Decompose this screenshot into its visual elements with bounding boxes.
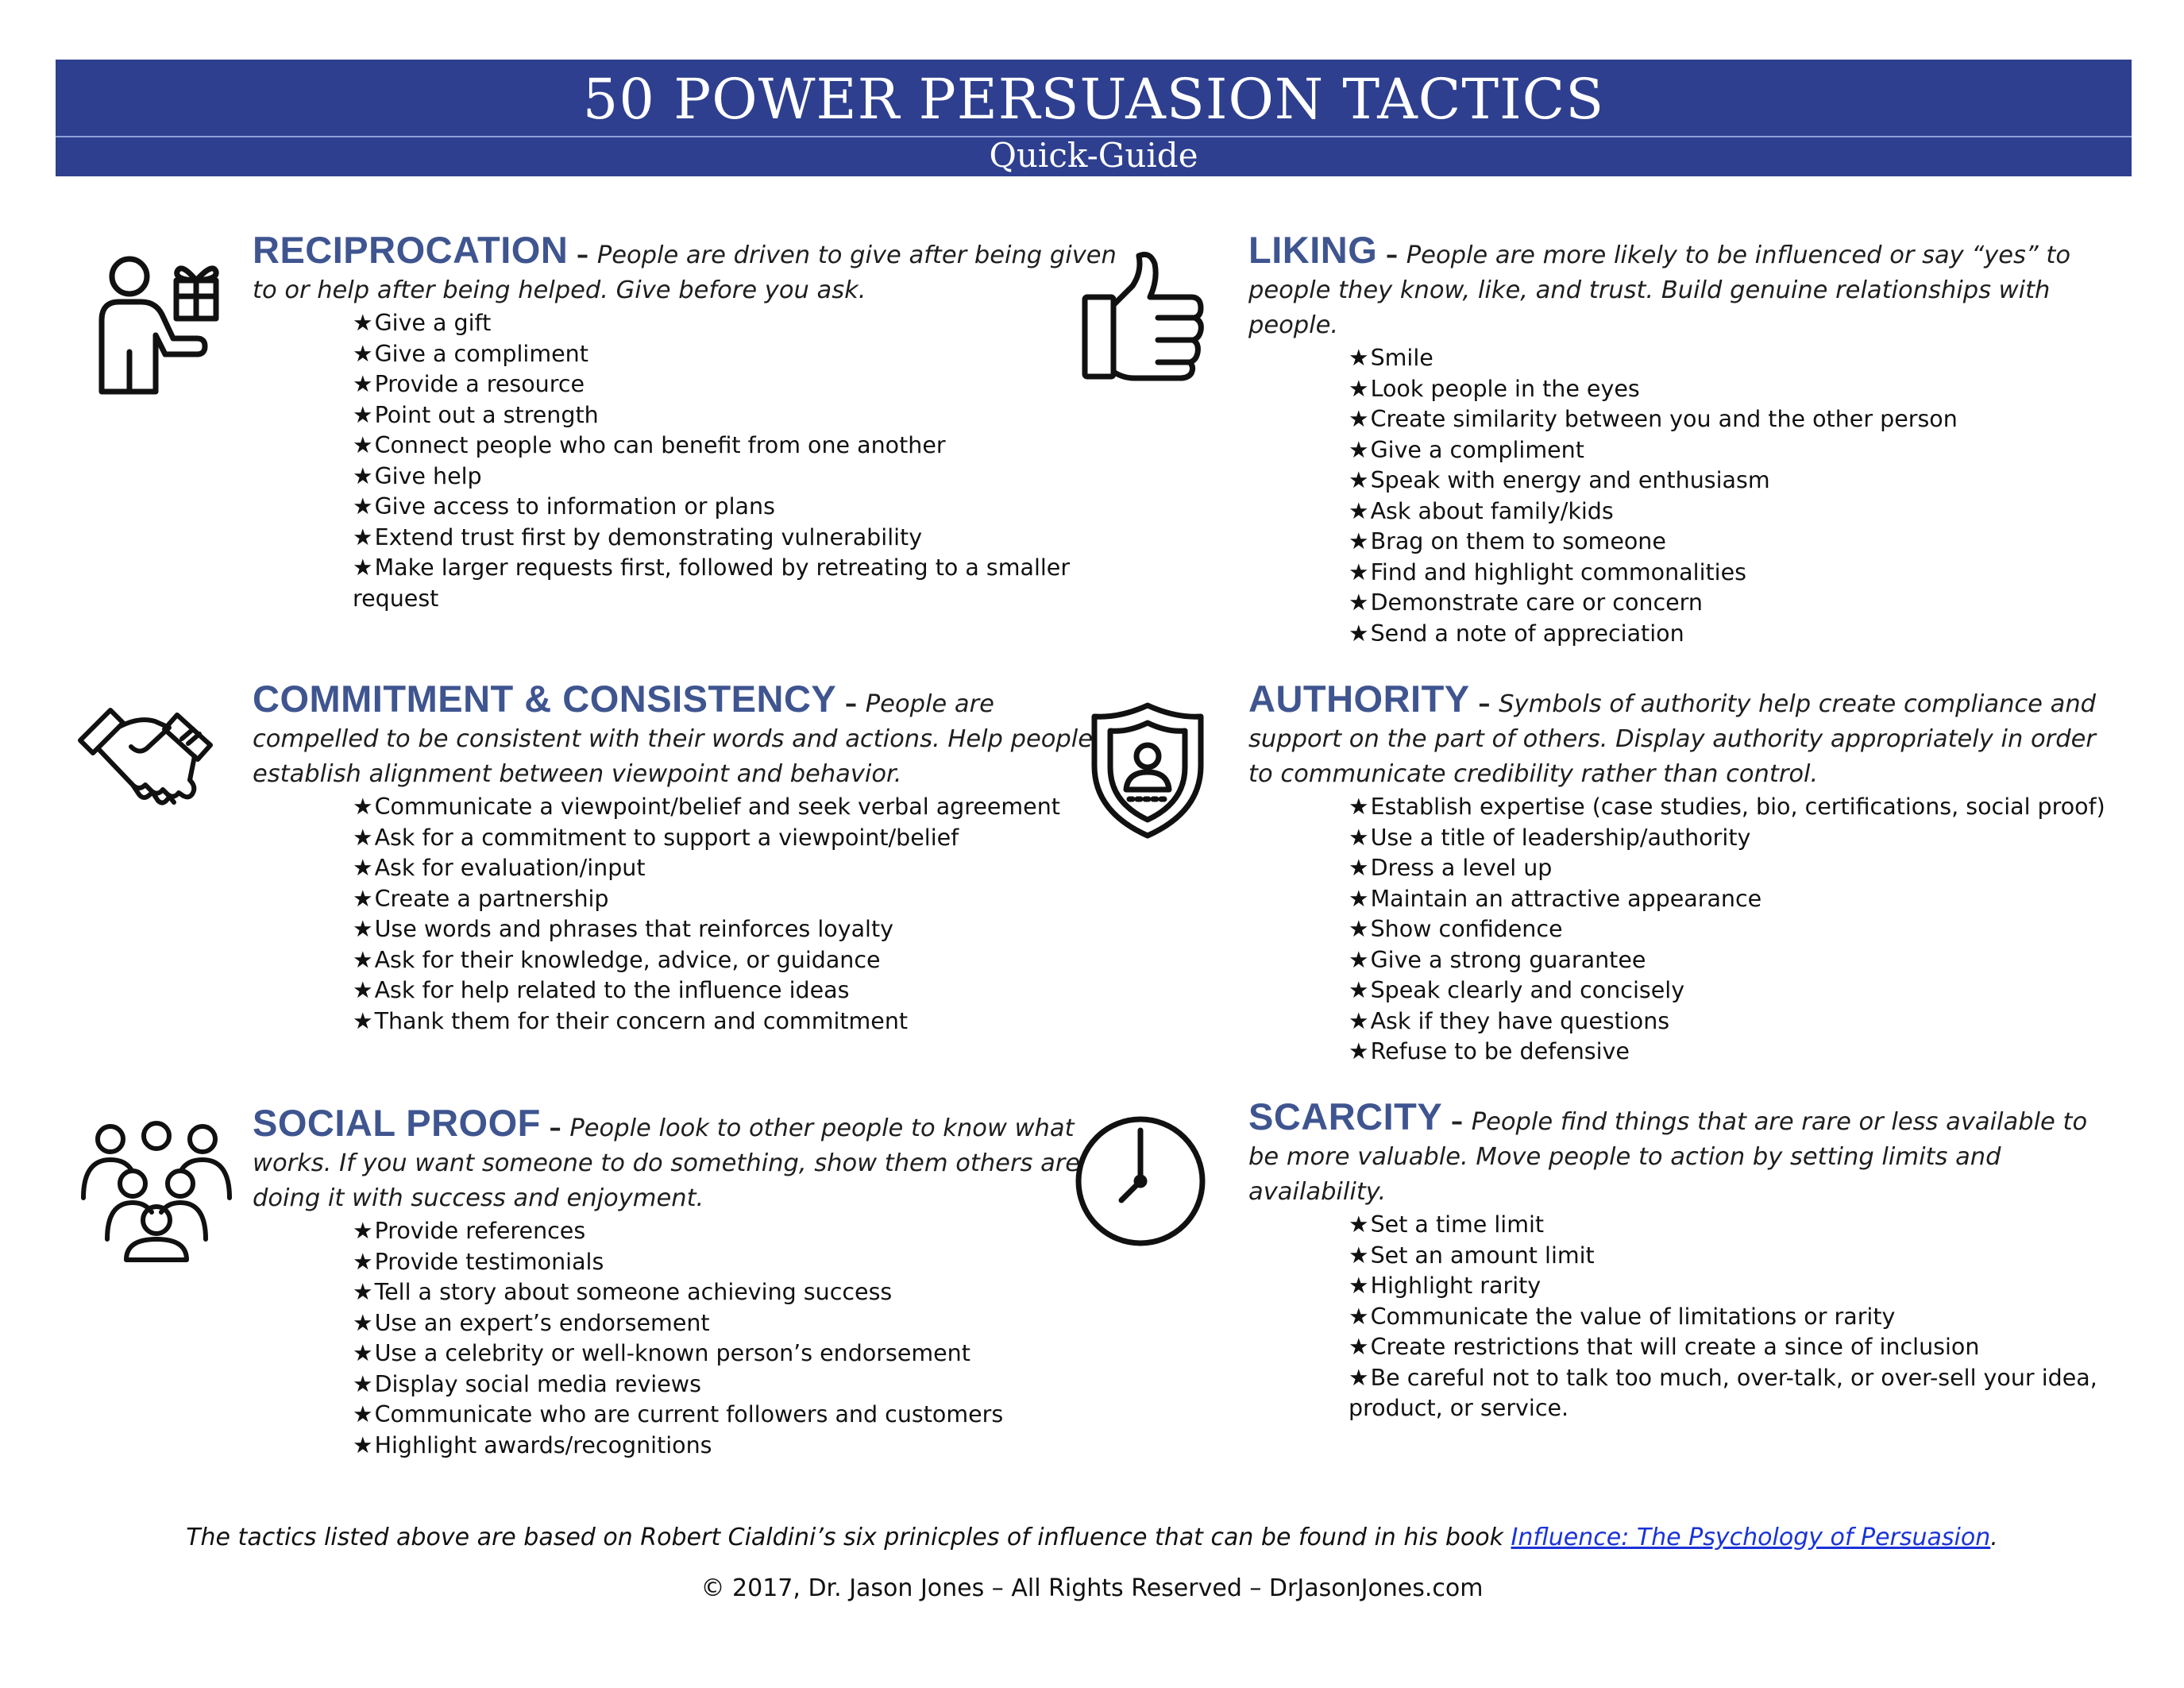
tactic-text: Speak clearly and concisely	[1370, 977, 1685, 1003]
star-icon: ★	[353, 855, 373, 881]
section-heading: COMMITMENT & CONSISTENCY	[253, 678, 837, 720]
tactic-text: Dress a level up	[1370, 855, 1553, 881]
star-icon: ★	[353, 310, 373, 336]
section-heading: LIKING	[1248, 229, 1378, 271]
star-icon: ★	[1349, 558, 1369, 585]
tactic-item	[1349, 945, 2114, 976]
tactic-item	[353, 884, 1118, 915]
star-icon: ★	[353, 371, 373, 397]
tactic-text: Refuse to be defensive	[1370, 1038, 1630, 1064]
star-icon: ★	[1349, 345, 1369, 371]
heading-dash: –	[1377, 241, 1406, 269]
tactic-text: Communicate who are current followers and customers	[374, 1401, 1004, 1427]
person-giving-gift-icon	[94, 253, 229, 396]
tactic-text: Look people in the eyes	[1370, 375, 1640, 402]
star-icon: ★	[1349, 436, 1369, 463]
tactic-list	[1248, 1210, 2114, 1424]
tactic-item	[353, 914, 1118, 945]
star-icon: ★	[353, 554, 373, 581]
tactic-list	[253, 792, 1118, 1037]
tactic-text: Ask for their knowledge, advice, or guidance	[374, 946, 881, 973]
tactic-text: Give access to information or plans	[374, 493, 775, 520]
star-icon: ★	[353, 946, 373, 973]
title-banner	[56, 60, 2132, 176]
star-icon: ★	[1349, 589, 1369, 616]
tactic-text: Create restrictions that will create a since of inclusion	[1370, 1334, 1980, 1360]
tactic-item	[353, 1247, 1118, 1278]
tactic-item	[1349, 343, 2114, 374]
tactic-item	[353, 523, 1118, 554]
tactic-item	[1349, 619, 2114, 650]
tactic-list	[1248, 343, 2114, 649]
star-icon: ★	[353, 493, 373, 520]
tactic-text: Ask about family/kids	[1370, 497, 1614, 524]
tactic-text: Highlight awards/recognitions	[374, 1431, 712, 1458]
section-description: People are more likely to be influenced or say “yes” to people they know, like, and trust. Build genuine relationships with people.	[1248, 241, 2071, 339]
tactic-item	[353, 1338, 1118, 1369]
tactic-item	[353, 1400, 1118, 1431]
source-note	[0, 1524, 2184, 1551]
star-icon: ★	[353, 1007, 373, 1034]
star-icon: ★	[1349, 620, 1369, 647]
tactic-text: Give a compliment	[374, 340, 588, 367]
star-icon: ★	[1349, 1303, 1369, 1330]
section-description: People are compelled to be consistent with their words and actions. Help people establish alignment between viewpoint and behavior.	[253, 690, 1093, 788]
tactic-item	[1349, 496, 2114, 527]
star-icon: ★	[353, 462, 373, 489]
tactic-item	[1349, 527, 2114, 558]
star-icon: ★	[353, 523, 373, 550]
star-icon: ★	[353, 916, 373, 942]
star-icon: ★	[1349, 1038, 1369, 1064]
tactic-list	[253, 1216, 1118, 1461]
tactic-item	[353, 823, 1118, 854]
tactic-text: Provide a resource	[374, 371, 585, 397]
star-icon: ★	[1349, 1364, 1369, 1391]
tactic-item	[1349, 1241, 2114, 1272]
star-icon: ★	[1349, 497, 1369, 524]
heading-dash: –	[1442, 1108, 1472, 1136]
star-icon: ★	[353, 794, 373, 820]
star-icon: ★	[1349, 1242, 1369, 1269]
star-icon: ★	[353, 1248, 373, 1275]
tactic-item	[1349, 588, 2114, 619]
tactic-item	[353, 431, 1118, 462]
page-subtitle: Quick-Guide	[56, 136, 2132, 174]
star-icon: ★	[353, 1431, 373, 1458]
tactic-text: Extend trust first by demonstrating vulnerability	[374, 523, 923, 550]
tactic-item	[1349, 914, 2114, 945]
tactic-text: Thank them for their concern and commitment	[374, 1007, 909, 1034]
tactic-item	[353, 1431, 1118, 1462]
handshake-icon	[75, 699, 218, 826]
section-reciprocation	[253, 229, 1118, 614]
tactic-text: Give a compliment	[1370, 436, 1584, 463]
page-title: 50 POWER PERSUASION TACTICS	[582, 67, 1605, 132]
star-icon: ★	[1349, 467, 1369, 493]
tactic-text: Connect people who can benefit from one another	[374, 432, 946, 458]
tactic-item	[353, 792, 1118, 823]
tactic-item	[353, 1308, 1118, 1339]
tactic-text: Find and highlight commonalities	[1370, 558, 1746, 585]
tactic-item	[353, 462, 1118, 492]
source-note-text: The tactics listed above are based on Robert Cialdini’s six prinicples of influence that can be found in his book	[186, 1524, 1511, 1551]
tactic-text: Speak with energy and enthusiasm	[1370, 467, 1770, 493]
tactic-item	[1349, 1363, 2114, 1424]
star-icon: ★	[1349, 977, 1369, 1003]
section-heading: RECIPROCATION	[253, 229, 569, 271]
tactic-list	[1248, 792, 2114, 1068]
star-icon: ★	[353, 1340, 373, 1366]
star-icon: ★	[1349, 406, 1369, 432]
tactic-item	[353, 308, 1118, 339]
star-icon: ★	[1349, 855, 1369, 881]
copyright-line: © 2017, Dr. Jason Jones – All Rights Reserved – DrJasonJones.com	[700, 1574, 1484, 1602]
tactic-item	[1349, 1271, 2114, 1302]
star-icon: ★	[353, 1218, 373, 1244]
tactic-text: Set a time limit	[1370, 1211, 1545, 1238]
star-icon: ★	[353, 1370, 373, 1397]
tactic-text: Smile	[1370, 345, 1433, 371]
tactic-text: Use a title of leadership/authority	[1370, 824, 1751, 851]
section-intro	[1248, 1095, 2114, 1210]
section-liking	[1248, 229, 2114, 649]
tactic-item	[1349, 792, 2114, 823]
star-icon: ★	[353, 340, 373, 367]
star-icon: ★	[353, 824, 373, 851]
tactic-text: Ask if they have questions	[1370, 1007, 1670, 1034]
tactic-item	[353, 1369, 1118, 1400]
star-icon: ★	[1349, 824, 1369, 851]
tactic-item	[353, 553, 1118, 614]
book-link[interactable]: Influence: The Psychology of Persuasion	[1511, 1524, 1991, 1551]
section-description: People look to other people to know what works. If you want someone to do something, show them others are doing it with success and enjoyment.	[253, 1114, 1081, 1212]
tactic-item	[1349, 853, 2114, 884]
section-intro	[1248, 678, 2114, 792]
star-icon: ★	[353, 1401, 373, 1427]
star-icon: ★	[353, 885, 373, 912]
tactic-item	[1349, 435, 2114, 466]
section-intro	[253, 678, 1118, 792]
tactic-item	[353, 1216, 1118, 1247]
tactic-text: Use words and phrases that reinforces loyalty	[374, 916, 893, 942]
star-icon: ★	[1349, 885, 1369, 912]
tactic-item	[1349, 1302, 2114, 1333]
tactic-text: Show confidence	[1370, 916, 1563, 942]
star-icon: ★	[1349, 528, 1369, 554]
tactic-text: Create similarity between you and the other person	[1370, 406, 1958, 432]
tactic-item	[1349, 884, 2114, 915]
tactic-item	[1349, 1210, 2114, 1241]
tactic-text: Give a gift	[374, 310, 492, 336]
tactic-text: Ask for a commitment to support a viewpoint/belief	[374, 824, 959, 851]
tactic-text: Demonstrate care or concern	[1370, 589, 1703, 616]
heading-dash: –	[540, 1114, 570, 1142]
tactic-text: Give help	[374, 462, 482, 489]
tactic-item	[353, 975, 1118, 1006]
tactic-item	[353, 1006, 1118, 1037]
star-icon: ★	[353, 401, 373, 428]
star-icon: ★	[1349, 946, 1369, 973]
star-icon: ★	[1349, 1273, 1369, 1299]
tactic-text: Highlight rarity	[1370, 1273, 1542, 1299]
heading-dash: –	[836, 690, 866, 718]
tactic-list	[253, 308, 1118, 614]
tactic-text: Brag on them to someone	[1370, 528, 1666, 554]
tactic-text: Provide references	[374, 1218, 586, 1244]
tactic-text: Display social media reviews	[374, 1370, 701, 1397]
section-authority	[1248, 678, 2114, 1068]
star-icon: ★	[1349, 375, 1369, 402]
tactic-text: Give a strong guarantee	[1370, 946, 1646, 973]
section-heading: SOCIAL PROOF	[253, 1102, 541, 1144]
tactic-item	[353, 369, 1118, 400]
tactic-text: Make larger requests first, followed by retreating to a smaller request	[353, 554, 1071, 612]
section-intro	[1248, 229, 2114, 343]
tactic-item	[353, 339, 1118, 370]
section-description: People find things that are rare or less available to be more valuable. Move people to action by setting limits and availability.	[1248, 1108, 2088, 1206]
star-icon: ★	[353, 1309, 373, 1336]
section-social-proof	[253, 1102, 1118, 1461]
tactic-item	[353, 853, 1118, 884]
group-of-people-icon	[77, 1120, 236, 1263]
tactic-text: Provide testimonials	[374, 1248, 604, 1275]
section-description: Symbols of authority help create compliance and support on the part of others. Display authority appropriately in order to communicate credibility rather than control.	[1248, 690, 2097, 788]
tactic-item	[1349, 465, 2114, 496]
source-note-end: .	[1990, 1524, 1998, 1551]
star-icon: ★	[353, 1279, 373, 1305]
tactic-text: Point out a strength	[374, 401, 599, 428]
tactic-item	[353, 492, 1118, 523]
tactic-text: Send a note of appreciation	[1370, 620, 1684, 647]
tactic-item	[1349, 558, 2114, 589]
tactic-item	[1349, 1006, 2114, 1037]
tactic-item	[353, 400, 1118, 431]
tactic-item	[1349, 374, 2114, 405]
section-intro	[253, 1102, 1118, 1216]
tactic-text: Ask for help related to the influence ideas	[374, 977, 850, 1003]
tactic-text: Communicate a viewpoint/belief and seek verbal agreement	[374, 794, 1060, 820]
tactic-text: Use an expert’s endorsement	[374, 1309, 710, 1336]
tactic-text: Tell a story about someone achieving success	[374, 1279, 893, 1305]
section-heading: AUTHORITY	[1248, 678, 1470, 720]
section-intro	[253, 229, 1118, 308]
heading-dash: –	[568, 241, 597, 269]
tactic-text: Communicate the value of limitations or rarity	[1370, 1303, 1896, 1330]
star-icon: ★	[1349, 1211, 1369, 1238]
tactic-item	[1349, 1037, 2114, 1068]
tactic-text: Create a partnership	[374, 885, 609, 912]
star-icon: ★	[1349, 1007, 1369, 1034]
tactic-text: Ask for evaluation/input	[374, 855, 646, 881]
section-heading: SCARCITY	[1248, 1095, 1443, 1138]
tactic-text: Be careful not to talk too much, over-talk, or over-sell your idea, product, or service.	[1349, 1364, 2097, 1421]
tactic-item	[1349, 823, 2114, 854]
tactic-text: Set an amount limit	[1370, 1242, 1595, 1269]
star-icon: ★	[1349, 1334, 1369, 1360]
tactic-item	[1349, 404, 2114, 435]
star-icon: ★	[1349, 794, 1369, 820]
tactic-item	[1349, 1332, 2114, 1363]
tactic-text: Use a celebrity or well-known person’s endorsement	[374, 1340, 970, 1366]
tactic-text: Establish expertise (case studies, bio, certifications, social proof)	[1370, 794, 2105, 820]
star-icon: ★	[1349, 916, 1369, 942]
section-scarcity	[1248, 1095, 2114, 1424]
section-commitment-consistency	[253, 678, 1118, 1037]
tactic-item	[1349, 975, 2114, 1006]
tactic-text: Maintain an attractive appearance	[1370, 885, 1762, 912]
star-icon: ★	[353, 432, 373, 458]
section-description: People are driven to give after being given to or help after being helped. Give before you ask.	[253, 241, 1117, 304]
tactic-item	[353, 1277, 1118, 1308]
tactic-item	[353, 945, 1118, 976]
heading-dash: –	[1469, 690, 1499, 718]
star-icon: ★	[353, 977, 373, 1003]
